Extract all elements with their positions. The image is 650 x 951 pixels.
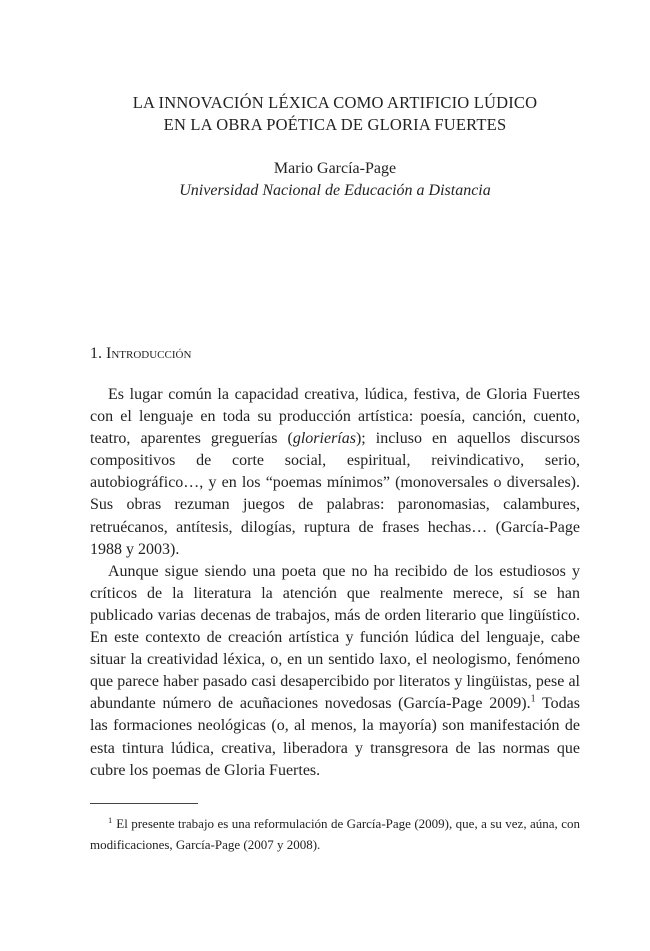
title-line-1: LA INNOVACIÓN LÉXICA COMO ARTIFICIO LÚDICO — [132, 93, 538, 112]
paragraph-1 — [90, 384, 580, 561]
author-name: Mario García-Page — [273, 160, 397, 177]
paragraph-2 — [90, 561, 580, 782]
article-title — [90, 92, 580, 136]
body-text — [90, 384, 580, 782]
title-line-2: EN LA OBRA POÉTICA DE GLORIA FUERTES — [163, 115, 507, 134]
footnote-reference[interactable]: 1 — [530, 693, 536, 705]
paragraph-2-text-b: Todas las formaciones neológicas (o, al menos, la mayoría) son manifestación de esta tintura lúdica, creativa, liberadora y transgresora de las normas que cubre los poemas de Gloria Fuertes. — [90, 695, 581, 779]
section-heading — [90, 343, 191, 365]
footnote-text: El presente trabajo es una reformulación de García-Page (2009), que, a su vez, aúna, con modificaciones, García-Page (2007 y 2008). — [90, 816, 580, 852]
section-number: 1. — [90, 345, 102, 362]
paragraph-2-text-a: Aunque sigue siendo una poeta que no ha recibido de los estudiosos y críticos de la literatura la atención que realmente merece, sí se han publicado varias decenas de trabajos, más de orden literario que lingüístico. En este contexto de creación artística y función lúdica del lenguaje, cabe situar la creatividad léxica, o, en un sentido laxo, el neologismo, fenómeno que parece haber pasado casi desapercibido por literatos y lingüistas, pese al abundante número de acuñaciones novedosas (García-Page 2009). — [90, 562, 580, 713]
paragraph-1-text-a: Es lugar común la capacidad creativa, lúdica, festiva, de Gloria Fuertes con el lenguaje en toda su producción artística: poesía, canción, cuento, teatro, aparentes greguerías ( — [90, 386, 580, 448]
paragraph-1-text-b: ); incluso en aquellos discursos compositivos de corte social, espiritual, reivindicativo, serio, autobiográfico…, y en los “poemas mínimos” (monoversales o diversales). Sus obras rezuman juegos de palabras: paronomasias, calambures, retruécanos, antítesis, dilogías, ruptura de frases hechas… (García-Page 1988 y 2003). — [90, 430, 580, 558]
section-title: Introducción — [106, 345, 192, 362]
author-affiliation: Universidad Nacional de Educación a Distancia — [179, 182, 491, 199]
footnote — [90, 813, 580, 855]
document-page — [90, 0, 580, 951]
footnote-divider — [90, 803, 198, 804]
paragraph-1-italic-term: glorierías — [292, 430, 356, 448]
footnote-mark: 1 — [108, 814, 113, 825]
author-block — [90, 158, 580, 202]
